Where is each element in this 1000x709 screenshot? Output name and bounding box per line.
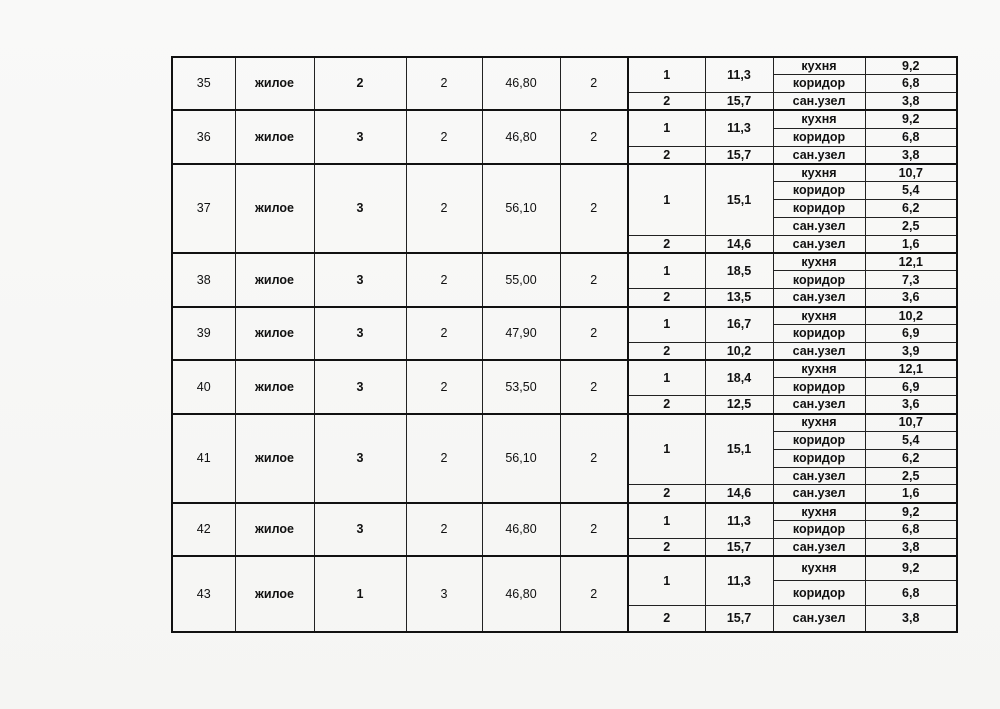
apartment-purpose: жилое (235, 57, 314, 110)
apartment-area: 56,10 (482, 164, 560, 253)
room-area: 15,7 (705, 538, 773, 556)
aux-room-area: 10,2 (865, 307, 957, 325)
room-number: 1 (628, 253, 705, 289)
apartment-floor: 3 (314, 503, 406, 556)
apartment-floor: 3 (314, 253, 406, 306)
apartment-number: 42 (172, 503, 235, 556)
aux-room-name: коридор (773, 521, 865, 539)
apartment-area: 55,00 (482, 253, 560, 306)
apartment-purpose: жилое (235, 503, 314, 556)
aux-room-name: сан.узел (773, 217, 865, 235)
aux-room-name: коридор (773, 271, 865, 289)
apartment-rooms-count: 2 (406, 253, 482, 306)
apartment-purpose: жилое (235, 110, 314, 163)
aux-room-area: 2,5 (865, 217, 957, 235)
apartment-purpose: жилое (235, 253, 314, 306)
table-row (172, 57, 957, 75)
aux-room-area: 12,1 (865, 253, 957, 271)
aux-room-area: 3,8 (865, 146, 957, 164)
apartment-floor: 3 (314, 110, 406, 163)
room-number: 2 (628, 396, 705, 414)
room-number: 2 (628, 235, 705, 253)
aux-room-name: сан.узел (773, 485, 865, 503)
room-area: 11,3 (705, 556, 773, 605)
apartment-rooms-count: 2 (406, 414, 482, 503)
room-area: 10,2 (705, 342, 773, 360)
apartment-living-rooms: 2 (560, 556, 628, 632)
apartment-living-rooms: 2 (560, 57, 628, 110)
room-number: 1 (628, 503, 705, 539)
apartment-area: 46,80 (482, 503, 560, 556)
aux-room-area: 2,5 (865, 467, 957, 485)
aux-room-name: кухня (773, 556, 865, 580)
apartment-area: 47,90 (482, 307, 560, 360)
room-area: 12,5 (705, 396, 773, 414)
aux-room-name: сан.узел (773, 235, 865, 253)
apartment-rooms-count: 2 (406, 164, 482, 253)
aux-room-name: коридор (773, 324, 865, 342)
register-body (172, 57, 957, 632)
apartment-area: 46,80 (482, 556, 560, 632)
aux-room-area: 3,8 (865, 538, 957, 556)
aux-room-name: кухня (773, 307, 865, 325)
aux-room-area: 6,2 (865, 200, 957, 218)
aux-room-area: 10,7 (865, 164, 957, 182)
apartment-rooms-count: 2 (406, 307, 482, 360)
aux-room-area: 10,7 (865, 414, 957, 432)
aux-room-area: 6,9 (865, 324, 957, 342)
aux-room-area: 3,6 (865, 289, 957, 307)
aux-room-name: коридор (773, 75, 865, 93)
table-row (172, 164, 957, 182)
room-number: 2 (628, 93, 705, 111)
aux-room-name: коридор (773, 581, 865, 605)
aux-room-name: сан.узел (773, 396, 865, 414)
aux-room-name: коридор (773, 182, 865, 200)
room-area: 11,3 (705, 57, 773, 93)
aux-room-area: 9,2 (865, 503, 957, 521)
apartment-floor: 3 (314, 164, 406, 253)
apartment-number: 37 (172, 164, 235, 253)
room-number: 1 (628, 556, 705, 605)
apartment-number: 36 (172, 110, 235, 163)
apartment-rooms-count: 2 (406, 57, 482, 110)
aux-room-area: 5,4 (865, 431, 957, 449)
aux-room-area: 6,2 (865, 449, 957, 467)
apartment-rooms-count: 2 (406, 503, 482, 556)
apartment-living-rooms: 2 (560, 307, 628, 360)
room-number: 1 (628, 307, 705, 343)
apartment-living-rooms: 2 (560, 164, 628, 253)
room-area: 15,1 (705, 164, 773, 235)
table-row (172, 360, 957, 378)
table-row (172, 414, 957, 432)
aux-room-name: сан.узел (773, 146, 865, 164)
aux-room-name: сан.узел (773, 605, 865, 632)
aux-room-area: 9,2 (865, 556, 957, 580)
aux-room-area: 1,6 (865, 485, 957, 503)
apartment-number: 40 (172, 360, 235, 413)
table-row (172, 307, 957, 325)
apartment-floor: 2 (314, 57, 406, 110)
apartment-area: 46,80 (482, 110, 560, 163)
aux-room-name: сан.узел (773, 538, 865, 556)
room-number: 1 (628, 414, 705, 485)
aux-room-name: кухня (773, 360, 865, 378)
apartment-living-rooms: 2 (560, 414, 628, 503)
room-number: 1 (628, 57, 705, 93)
apartment-purpose: жилое (235, 556, 314, 632)
aux-room-name: кухня (773, 164, 865, 182)
apartment-floor: 3 (314, 414, 406, 503)
aux-room-name: коридор (773, 200, 865, 218)
table-row (172, 503, 957, 521)
apartment-living-rooms: 2 (560, 253, 628, 306)
apartment-purpose: жилое (235, 360, 314, 413)
room-number: 2 (628, 485, 705, 503)
aux-room-name: кухня (773, 503, 865, 521)
aux-room-area: 12,1 (865, 360, 957, 378)
aux-room-area: 7,3 (865, 271, 957, 289)
table-row (172, 556, 957, 580)
aux-room-name: коридор (773, 449, 865, 467)
aux-room-name: коридор (773, 378, 865, 396)
room-area: 14,6 (705, 235, 773, 253)
room-area: 18,5 (705, 253, 773, 289)
apartment-area: 56,10 (482, 414, 560, 503)
apartment-rooms-count: 2 (406, 110, 482, 163)
room-area: 15,7 (705, 93, 773, 111)
room-area: 14,6 (705, 485, 773, 503)
apartment-living-rooms: 2 (560, 360, 628, 413)
apartment-floor: 3 (314, 307, 406, 360)
room-number: 2 (628, 538, 705, 556)
room-number: 2 (628, 146, 705, 164)
aux-room-area: 9,2 (865, 57, 957, 75)
room-number: 2 (628, 289, 705, 307)
apartment-floor: 1 (314, 556, 406, 632)
apartment-rooms-count: 2 (406, 360, 482, 413)
aux-room-area: 6,8 (865, 128, 957, 146)
room-area: 16,7 (705, 307, 773, 343)
aux-room-area: 1,6 (865, 235, 957, 253)
table-row (172, 253, 957, 271)
apartment-number: 38 (172, 253, 235, 306)
room-number: 1 (628, 360, 705, 396)
room-area: 13,5 (705, 289, 773, 307)
aux-room-area: 6,8 (865, 521, 957, 539)
table-row (172, 110, 957, 128)
apartment-living-rooms: 2 (560, 110, 628, 163)
room-area: 15,7 (705, 605, 773, 632)
aux-room-name: сан.узел (773, 93, 865, 111)
apartment-number: 39 (172, 307, 235, 360)
aux-room-name: коридор (773, 128, 865, 146)
apartment-register-table (171, 56, 958, 633)
aux-room-area: 3,8 (865, 605, 957, 632)
apartment-purpose: жилое (235, 164, 314, 253)
aux-room-area: 9,2 (865, 110, 957, 128)
aux-room-area: 5,4 (865, 182, 957, 200)
apartment-number: 43 (172, 556, 235, 632)
apartment-purpose: жилое (235, 414, 314, 503)
apartment-living-rooms: 2 (560, 503, 628, 556)
aux-room-area: 6,9 (865, 378, 957, 396)
aux-room-area: 3,8 (865, 93, 957, 111)
room-area: 11,3 (705, 110, 773, 146)
room-number: 1 (628, 110, 705, 146)
aux-room-name: сан.узел (773, 467, 865, 485)
apartment-floor: 3 (314, 360, 406, 413)
aux-room-area: 3,6 (865, 396, 957, 414)
apartment-rooms-count: 3 (406, 556, 482, 632)
aux-room-name: сан.узел (773, 289, 865, 307)
room-area: 15,1 (705, 414, 773, 485)
aux-room-name: коридор (773, 431, 865, 449)
apartment-purpose: жилое (235, 307, 314, 360)
room-area: 15,7 (705, 146, 773, 164)
aux-room-name: кухня (773, 110, 865, 128)
room-number: 1 (628, 164, 705, 235)
aux-room-name: кухня (773, 414, 865, 432)
aux-room-name: сан.узел (773, 342, 865, 360)
room-area: 11,3 (705, 503, 773, 539)
aux-room-name: кухня (773, 253, 865, 271)
aux-room-area: 3,9 (865, 342, 957, 360)
apartment-number: 35 (172, 57, 235, 110)
apartment-area: 46,80 (482, 57, 560, 110)
aux-room-area: 6,8 (865, 75, 957, 93)
apartment-area: 53,50 (482, 360, 560, 413)
aux-room-name: кухня (773, 57, 865, 75)
aux-room-area: 6,8 (865, 581, 957, 605)
room-number: 2 (628, 342, 705, 360)
room-area: 18,4 (705, 360, 773, 396)
room-number: 2 (628, 605, 705, 632)
apartment-number: 41 (172, 414, 235, 503)
